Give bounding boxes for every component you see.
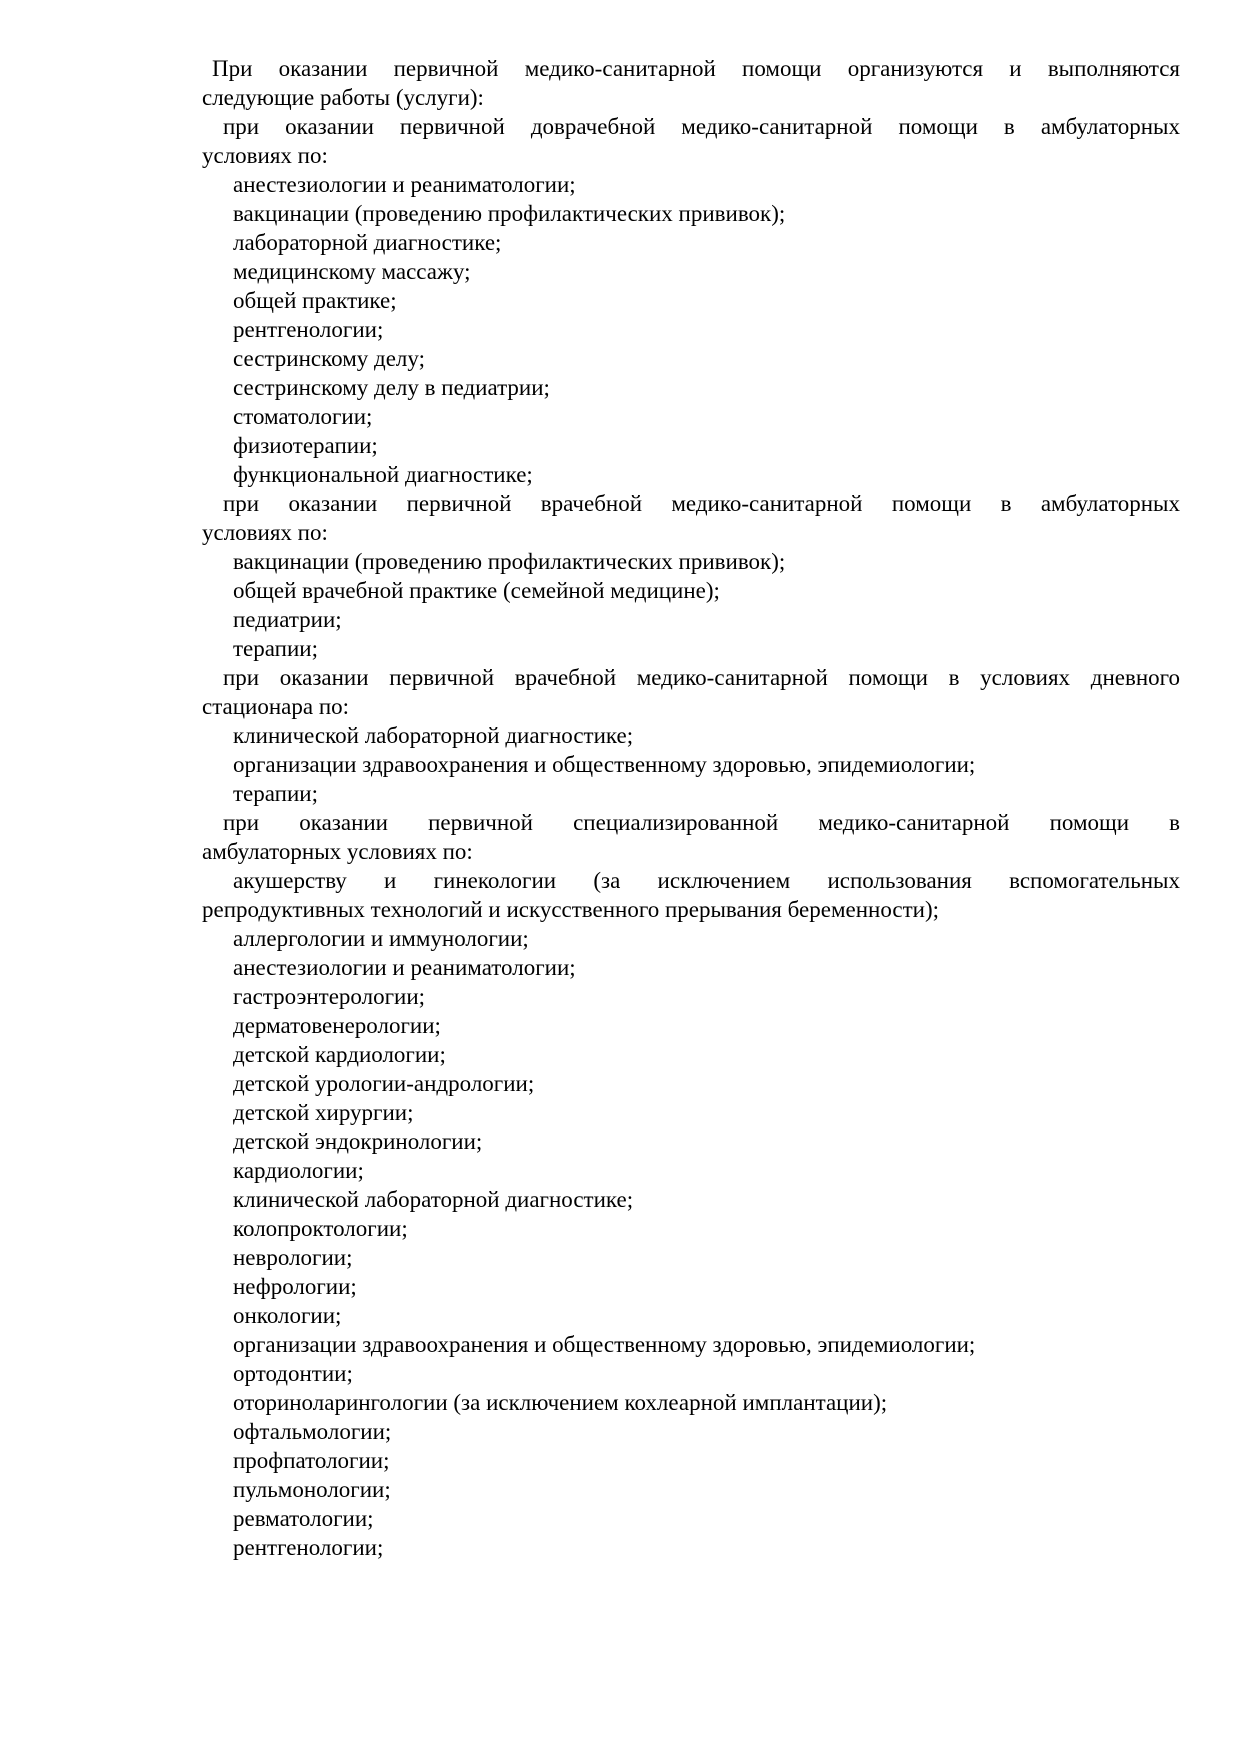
text-line: следующие работы (услуги): [202, 85, 484, 110]
text-line: клинической лабораторной диагностике; [233, 1187, 634, 1212]
text-line: педиатрии; [233, 607, 342, 632]
text-line: стоматологии; [233, 404, 373, 429]
text-line: репродуктивных технологий и искусственного прерывания беременности); [202, 897, 940, 922]
text-line: организации здравоохранения и общественному здоровью, эпидемиологии; [233, 1332, 976, 1357]
text-line: детской урологии-андрологии; [233, 1071, 535, 1096]
text-line: детской хирургии; [233, 1100, 414, 1125]
text-line: общей практике; [233, 288, 397, 313]
text-line: условиях по: [202, 520, 328, 545]
text-line: неврологии; [233, 1245, 353, 1270]
text-line: аллергологии и иммунологии; [233, 926, 529, 951]
text-line: стационара по: [202, 694, 350, 719]
text-line: детской кардиологии; [233, 1042, 446, 1067]
text-line: терапии; [233, 781, 318, 806]
text-line: пульмонологии; [233, 1477, 391, 1502]
text-line: при оказании первичной специализированной медико-санитарной помощи в [223, 810, 1180, 835]
text-line: гастроэнтерологии; [233, 984, 426, 1009]
document-text-block [202, 54, 1180, 1562]
text-line: организации здравоохранения и общественному здоровью, эпидемиологии; [233, 752, 976, 777]
text-line: нефрологии; [233, 1274, 357, 1299]
text-line: вакцинации (проведению профилактических прививок); [233, 201, 786, 226]
text-line: рентгенологии; [233, 1535, 384, 1560]
text-line: ревматологии; [233, 1506, 374, 1531]
text-line: анестезиологии и реаниматологии; [233, 955, 576, 980]
text-line: ортодонтии; [233, 1361, 353, 1386]
text-line: онкологии; [233, 1303, 342, 1328]
text-line: при оказании первичной врачебной медико-санитарной помощи в условиях дневного [223, 665, 1180, 690]
text-line: анестезиологии и реаниматологии; [233, 172, 576, 197]
text-line: амбулаторных условиях по: [202, 839, 473, 864]
text-line: лабораторной диагностике; [233, 230, 502, 255]
text-line: вакцинации (проведению профилактических прививок); [233, 549, 786, 574]
text-line: физиотерапии; [233, 433, 378, 458]
text-line: сестринскому делу в педиатрии; [233, 375, 550, 400]
text-line: При оказании первичной медико-санитарной помощи организуются и выполняются [212, 56, 1180, 81]
text-line: медицинскому массажу; [233, 259, 471, 284]
text-line: общей врачебной практике (семейной медицине); [233, 578, 720, 603]
text-line: детской эндокринологии; [233, 1129, 483, 1154]
text-line: оториноларингологии (за исключением кохлеарной имплантации); [233, 1390, 888, 1415]
text-line: кардиологии; [233, 1158, 364, 1183]
text-line: условиях по: [202, 143, 328, 168]
text-line: функциональной диагностике; [233, 462, 533, 487]
text-line: акушерству и гинекологии (за исключением использования вспомогательных [233, 868, 1180, 893]
text-line: дерматовенерологии; [233, 1013, 441, 1038]
text-line: сестринскому делу; [233, 346, 425, 371]
text-line: офтальмологии; [233, 1419, 392, 1444]
text-line: рентгенологии; [233, 317, 384, 342]
text-line: колопроктологии; [233, 1216, 408, 1241]
text-line: клинической лабораторной диагностике; [233, 723, 634, 748]
text-line: при оказании первичной врачебной медико-санитарной помощи в амбулаторных [223, 491, 1180, 516]
text-line: при оказании первичной доврачебной медико-санитарной помощи в амбулаторных [223, 114, 1180, 139]
text-line: профпатологии; [233, 1448, 390, 1473]
text-line: терапии; [233, 636, 318, 661]
